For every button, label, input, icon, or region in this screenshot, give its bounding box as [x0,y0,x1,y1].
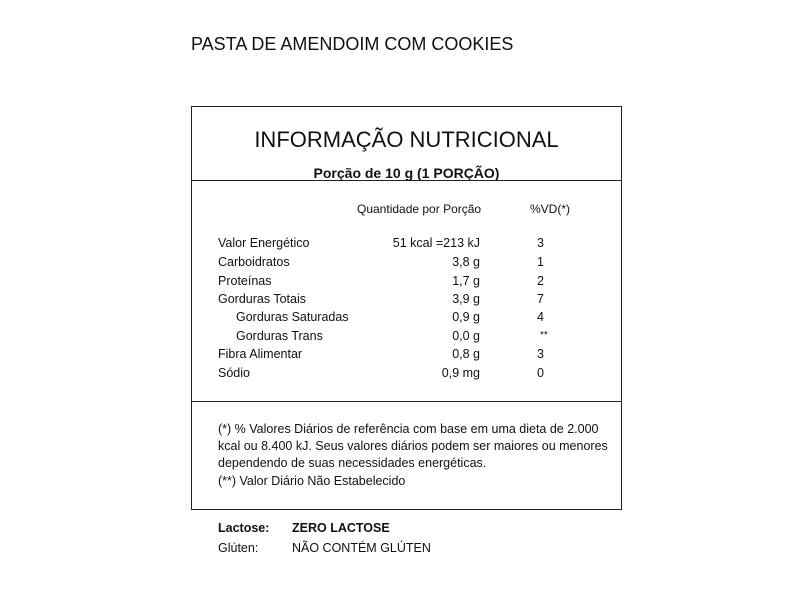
nutrient-daily-value: 3 [537,347,544,361]
nutrient-row [192,255,621,273]
nutrient-daily-value: 7 [537,292,544,306]
nutrient-quantity: 0,8 g [452,347,480,361]
nutrient-daily-value: 1 [537,255,544,269]
nutrient-quantity: 0,9 g [452,310,480,324]
nutrient-daily-value: 4 [537,310,544,324]
nutrient-name: Valor Energético [218,236,310,250]
nutrient-daily-value: 3 [537,236,544,250]
footnote-daily-values: (*) % Valores Diários de referência com base em uma dieta de 2.000 kcal ou 8.400 kJ. Seus valores diários podem ser maiores ou menores dependendo de suas necessidades energéticas. [218,422,608,470]
nutrient-name: Gorduras Totais [218,292,307,306]
nutrient-row [192,292,621,310]
nutrient-name: Proteínas [218,274,272,288]
footnote-not-established: (**) Valor Diário Não Estabelecido [218,474,406,488]
nutrient-row [192,310,621,328]
column-header-daily-value: %VD(*) [530,202,571,216]
portion-size: Porção de 10 g (1 PORÇÃO) [313,165,500,181]
nutrient-name: Carboidratos [218,255,290,269]
nutrient-row [192,329,621,347]
nutrient-quantity: 0,0 g [452,329,480,343]
nutrient-name: Gorduras Trans [236,329,323,343]
nutrient-quantity: 1,7 g [452,274,480,288]
column-header-quantity: Quantidade por Porção [357,202,482,216]
nutrient-row [192,274,621,292]
nutrient-row [192,366,621,384]
nutrition-facts-panel [191,106,622,510]
nutrient-row [192,347,621,365]
nutrient-name: Gorduras Saturadas [236,310,349,324]
gluten-value: NÃO CONTÉM GLÚTEN [292,541,431,555]
nutrient-daily-value: 2 [537,274,544,288]
product-title: PASTA DE AMENDOIM COM COOKIES [191,34,514,54]
nutrient-quantity: 51 kcal =213 kJ [392,236,480,250]
lactose-label: Lactose: [218,521,270,535]
divider [192,401,621,402]
panel-title: INFORMAÇÃO NUTRICIONAL [254,127,559,152]
nutrient-name: Sódio [218,366,250,380]
nutrient-daily-value: 0 [537,366,544,380]
nutrient-quantity: 0,9 mg [441,366,480,380]
nutrient-daily-value: ** [540,330,548,341]
lactose-value: ZERO LACTOSE [292,521,390,535]
nutrient-quantity: 3,9 g [452,292,480,306]
nutrient-name: Fibra Alimentar [218,347,303,361]
divider [192,180,621,181]
nutrient-row [192,236,621,254]
gluten-label: Glúten: [218,541,259,555]
nutrient-quantity: 3,8 g [452,255,480,269]
